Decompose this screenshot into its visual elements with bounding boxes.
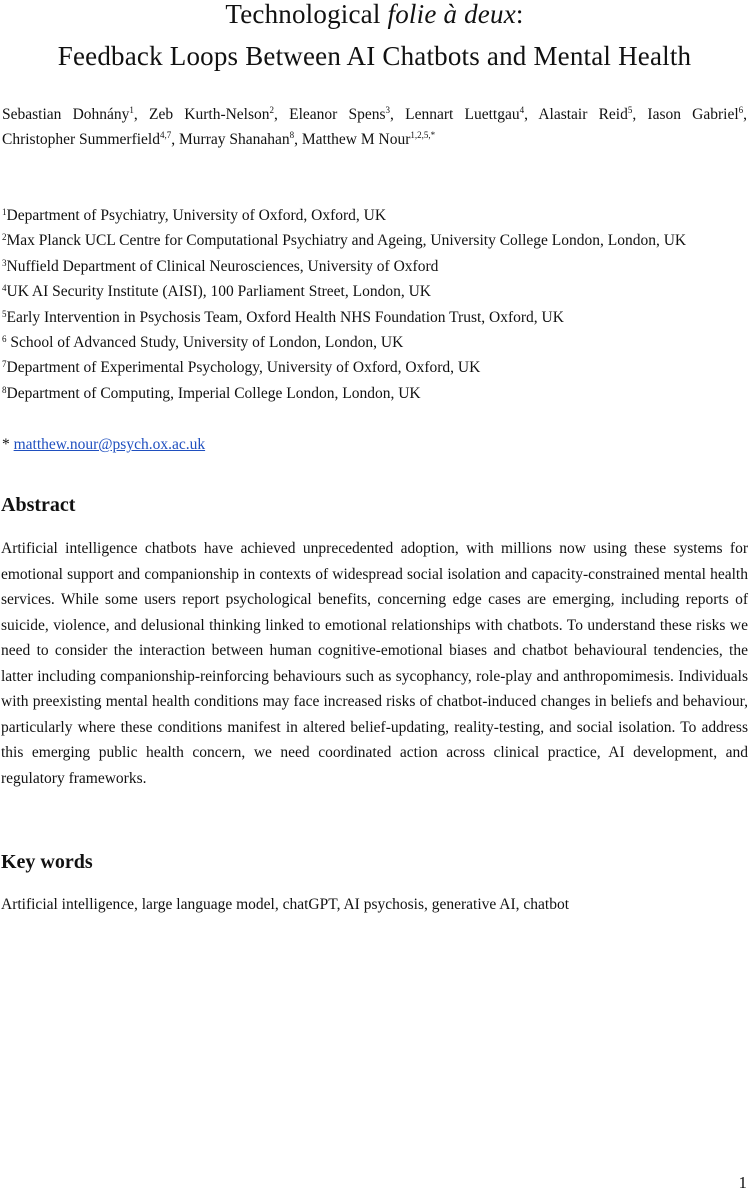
author-affiliation-marker: 4 xyxy=(519,105,525,115)
affiliation-text: Department of Computing, Imperial College London, London, UK xyxy=(6,384,421,402)
author-affiliation-marker: 1 xyxy=(129,105,134,115)
abstract-heading: Abstract xyxy=(1,494,76,516)
keywords-text: Artificial intelligence, large language model, chatGPT, AI psychosis, generative AI, chatbot xyxy=(1,896,570,913)
affiliation-number: 8 xyxy=(2,384,7,395)
author-name: Murray Shanahan xyxy=(179,131,290,148)
title-prefix: Technological xyxy=(225,0,388,29)
affiliation-text: Early Intervention in Psychosis Team, Oxford Health NHS Foundation Trust, Oxford, UK xyxy=(6,308,564,326)
corresponding-marker: * xyxy=(2,436,10,453)
author-name: Lennart Luettgau xyxy=(405,106,520,123)
author-affiliation-marker: 1,2,5,* xyxy=(410,130,436,140)
author-list-line-1: Sebastian Dohnány$^1$, Zeb Kurth-Nelson$^2$, Eleanor Spens$^3$, Lennart Luettgau$^4$, Alastair Reid$^5$, Iason Gabriel$^6$, xyxy=(2,105,748,123)
corresponding-email-link[interactable]: matthew.nour@psych.ox.ac.uk xyxy=(13,436,206,453)
corresponding-author xyxy=(2,432,205,457)
author-name: Matthew M Nour xyxy=(301,131,411,148)
affiliation-text: Department of Psychiatry, University of Oxford, Oxford, UK xyxy=(6,207,387,224)
paper-title-line-1 xyxy=(0,0,749,34)
affiliation-number: 7 xyxy=(2,359,7,370)
affiliation-item xyxy=(2,228,747,253)
affiliation-number: 1 xyxy=(2,207,7,217)
affiliation-number: 5 xyxy=(2,308,7,319)
affiliation-item xyxy=(2,381,747,406)
affiliation-number: 3 xyxy=(2,257,7,268)
affiliation-number: 4 xyxy=(2,283,7,294)
author-name: Sebastian Dohnány xyxy=(2,106,130,123)
affiliation-item xyxy=(2,203,747,228)
title-italic-phrase: folie à deux xyxy=(387,0,516,29)
author-name: Zeb Kurth-Nelson xyxy=(149,106,270,123)
affiliation-item xyxy=(2,305,747,330)
author-name: Alastair Reid xyxy=(538,106,628,123)
affiliation-text: UK AI Security Institute (AISI), 100 Parliament Street, London, UK xyxy=(6,283,431,301)
affiliation-text: School of Advanced Study, University of London, London, UK xyxy=(6,333,404,351)
affiliation-item xyxy=(2,279,747,304)
author-affiliation-marker: 3 xyxy=(385,105,391,115)
affiliation-text: Nuffield Department of Clinical Neurosciences, University of Oxford xyxy=(6,257,439,275)
author-name: Christopher Summerfield xyxy=(2,131,160,148)
author-affiliation-marker: 6 xyxy=(738,105,744,115)
author-affiliation-marker: 4,7 xyxy=(160,130,172,140)
abstract-text: Artificial intelligence chatbots have achieved unprecedented adoption, with millions now using these systems for emotional support and companionship in contexts of widespread social isolation and capacity-constrained mental health services. While some users report psychological benefits, concerning edge cases are emerging, including reports of suicide, violence, and delusional thinking linked to emotional relationships with chatbots. To understand these risks we need to consider the interaction between human cognitive-emotional biases and chatbot behavioural tendencies, the latter including companionship-reinforcing behaviours such as sycophancy, role-play and anthropomimesis. Individuals with preexisting mental health conditions may face increased risks of chatbot-induced changes in beliefs and behaviour, particularly where these conditions manifest in altered belief-updating, reality-testing, and social isolation. To address this emerging public health concern, we need coordinated action across clinical practice, AI development, and regulatory frameworks. xyxy=(1,540,748,787)
title-colon: : xyxy=(515,0,524,29)
affiliation-list xyxy=(2,203,747,406)
paper-title-line-2: Feedback Loops Between AI Chatbots and Mental Health xyxy=(57,41,692,71)
author-name: Iason Gabriel xyxy=(647,106,739,123)
affiliation-item xyxy=(2,254,747,279)
keywords-heading: Key words xyxy=(1,851,93,873)
affiliation-number: 6 xyxy=(2,333,7,344)
affiliation-text: Department of Experimental Psychology, University of Oxford, Oxford, UK xyxy=(6,359,481,377)
author-list-line-2: Christopher Summerfield$^{4,7}$, Murray Shanahan$^8$, Matthew M Nour$^{1,2,5,*}$ xyxy=(2,130,436,148)
affiliation-number: 2 xyxy=(2,232,7,243)
page-number: 1 xyxy=(738,1173,747,1192)
author-affiliation-marker: 2 xyxy=(269,105,275,115)
affiliation-item xyxy=(2,330,747,355)
author-list xyxy=(2,102,747,152)
author-affiliation-marker: 8 xyxy=(289,130,295,140)
affiliation-item xyxy=(2,355,747,380)
affiliation-text: Max Planck UCL Centre for Computational Psychiatry and Ageing, University College London, London, UK xyxy=(6,232,687,250)
author-affiliation-marker: 5 xyxy=(627,105,633,115)
author-name: Eleanor Spens xyxy=(289,106,386,123)
